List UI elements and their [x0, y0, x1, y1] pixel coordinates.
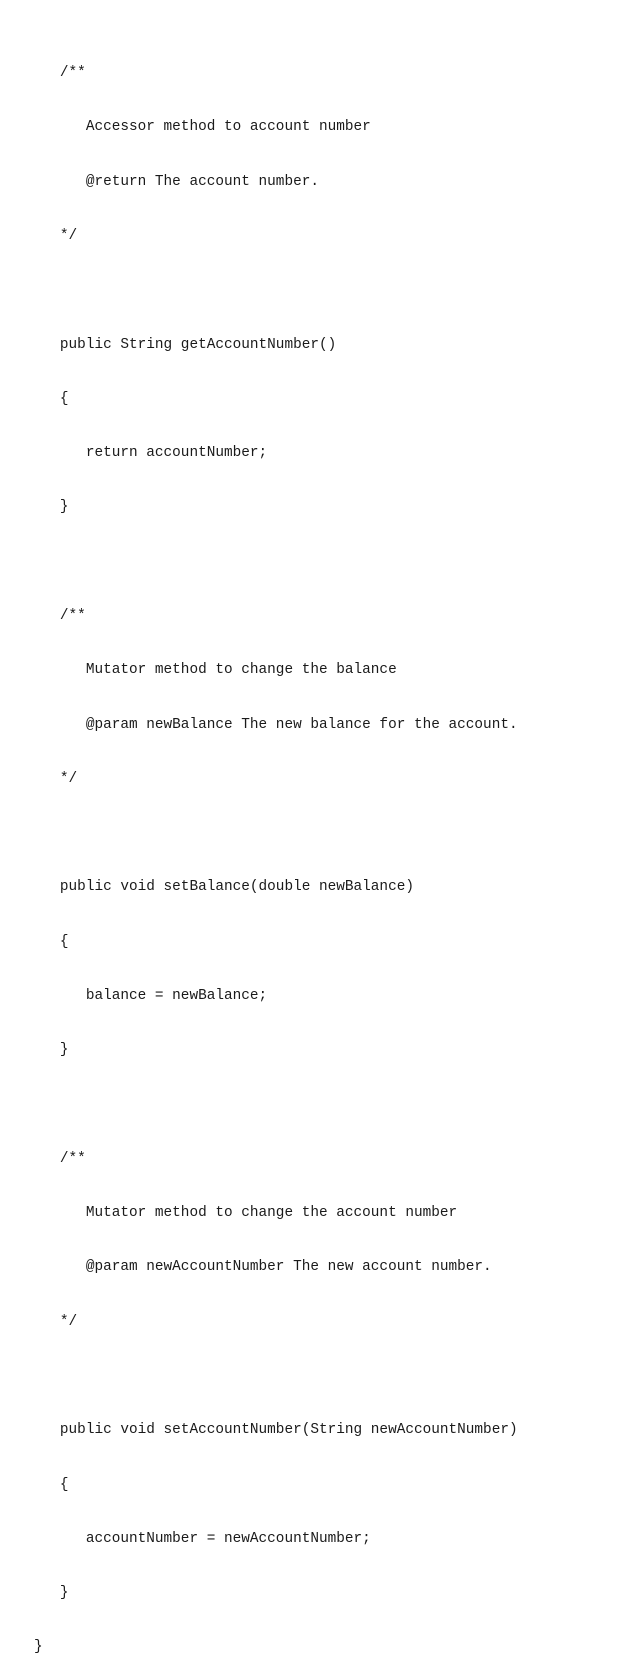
code-line: @return The account number.: [34, 173, 319, 190]
code-line: */: [34, 228, 78, 245]
code-line: {: [34, 1476, 69, 1493]
code-line: }: [34, 499, 69, 516]
code-line: accountNumber = newAccountNumber;: [34, 1530, 371, 1547]
code-line: }: [34, 1639, 43, 1656]
code-line: public void setAccountNumber(String newAccountNumber): [34, 1422, 518, 1439]
code-line: return accountNumber;: [34, 445, 268, 462]
code-line: */: [34, 770, 78, 787]
code-line: balance = newBalance;: [34, 987, 268, 1004]
code-line: [34, 553, 518, 571]
code-line: Accessor method to account number: [34, 119, 371, 136]
code-line: Mutator method to change the account number: [34, 1205, 458, 1222]
code-line: /**: [34, 1150, 86, 1167]
code-listing: [34, 28, 518, 1675]
code-line: public void setBalance(double newBalance): [34, 879, 414, 896]
code-line: }: [34, 1042, 69, 1059]
code-line: {: [34, 933, 69, 950]
code-line: public String getAccountNumber(): [34, 336, 337, 353]
code-line: }: [34, 1585, 69, 1602]
code-line: [34, 1096, 518, 1114]
code-line: {: [34, 390, 69, 407]
code-line: */: [34, 1313, 78, 1330]
code-line: @param newBalance The new balance for the account.: [34, 716, 518, 733]
code-line: [34, 1367, 518, 1385]
code-line: [34, 281, 518, 299]
code-line: @param newAccountNumber The new account number.: [34, 1259, 492, 1276]
code-line: [34, 824, 518, 842]
code-line: /**: [34, 65, 86, 82]
code-line: /**: [34, 608, 86, 624]
code-line: Mutator method to change the balance: [34, 662, 397, 679]
